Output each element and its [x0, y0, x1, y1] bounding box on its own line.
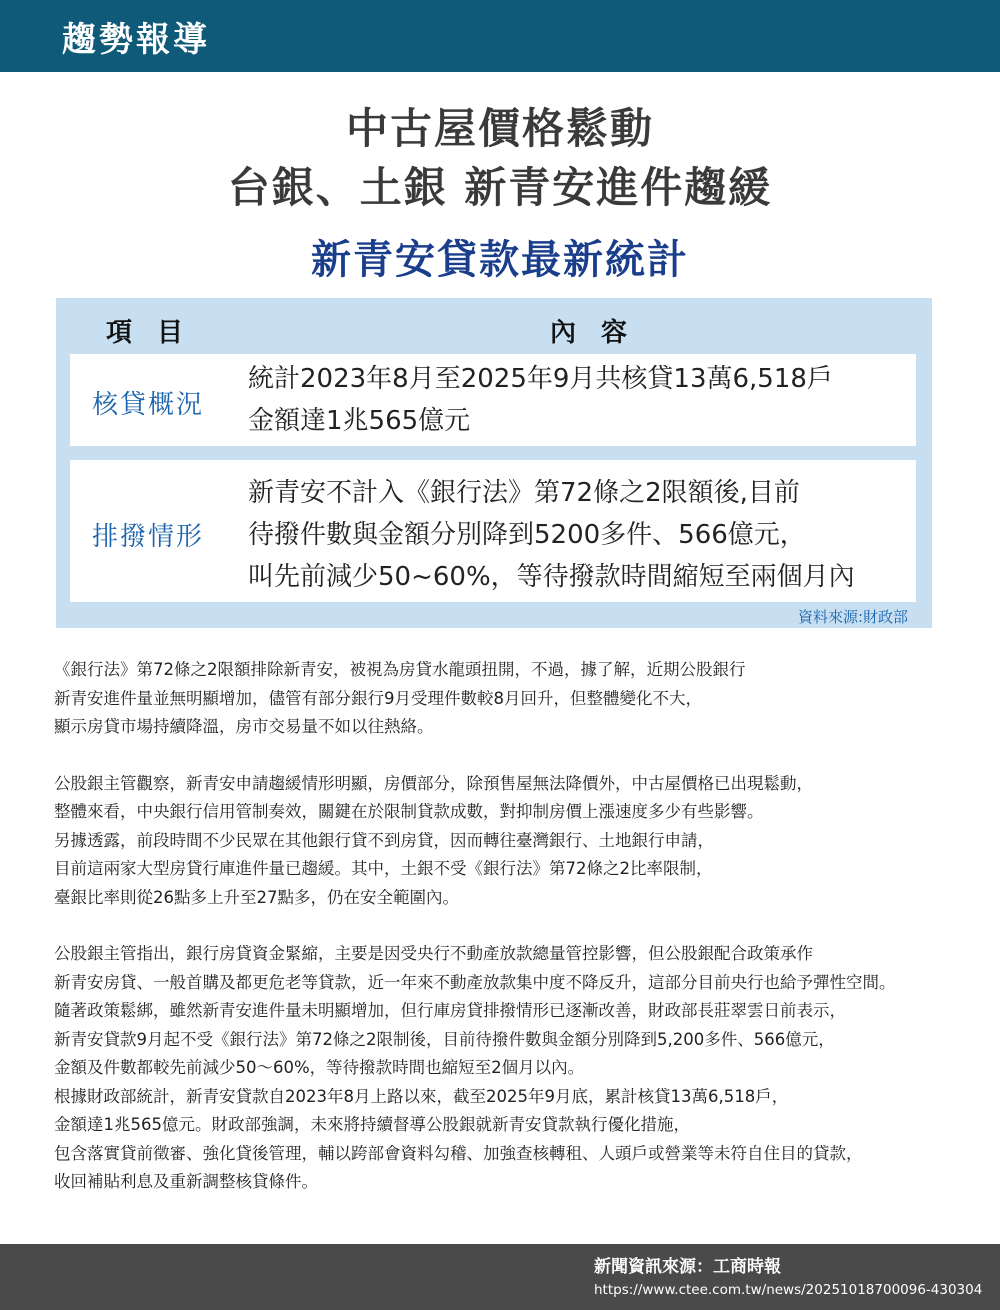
article-paragraph: 《銀行法》第72條之2限額排除新青安，被視為房貸水龍頭扭開，不過，據了解，近期公股銀行 新青安進件量並無明顯增加，儘管有部分銀行9月受理件數較8月回升，但整體變化不大， 顯示房貸市場持續降溫，房市交易量不如以往熱絡。	[54, 660, 746, 736]
headline-line2: 台銀、土銀 新青安進件趨緩	[227, 163, 773, 212]
stats-table	[56, 298, 932, 628]
row-key: 核貸概況	[92, 390, 205, 420]
table-row	[70, 354, 916, 446]
footer-bar	[0, 1244, 1000, 1310]
row-value: 新青安不計入《銀行法》第72條之2限額後,目前 待撥件數與金額分別降到5200多件、566億元， 叫先前減少50~60%，等待撥款時間縮短至兩個月內	[248, 478, 855, 592]
news-source-label: 新聞資訊來源：工商時報	[594, 1257, 781, 1277]
table-title: 新青安貸款最新統計	[311, 237, 689, 283]
row-value: 統計2023年8月至2025年9月共核貸13萬6,518戶 金額達1兆565億元	[248, 364, 833, 436]
column-header-item: 項 目	[106, 318, 192, 348]
article-paragraph: 公股銀主管指出，銀行房貸資金緊縮，主要是因受央行不動產放款總量管控影響，但公股銀配合政策承作 新青安房貸、一般首購及都更危老等貸款，近一年來不動產放款集中度不降反升，這部分目前央行也給予彈性空間。 隨著政策鬆綁，雖然新青安進件量未明顯增加，但行庫房貸排撥情形已逐漸改善，財政部長莊翠雲日前表示， 新青安貸款9月起不受《銀行法》第72條之2限制後，目前待撥件數與金額分別降到5,200多件、566億元， 金額及件數都較先前減少50～60%，等待撥款時間也縮短至2個月以內。 根據財政部統計，新青安貸款自2023年8月上路以來，截至2025年9月底，累計核貸13萬6,518戶， 金額達1兆565億元。財政部強調，未來將持續督導公股銀就新青安貸款執行優化措施， 包含落實貸前徵審、強化貸後管理，輔以跨部會資料勾稽、加強查核轉租、人頭戶或營業等未符自住目的貸款， 收回補貼利息及重新調整核貸條件。	[54, 944, 896, 1191]
source-url[interactable]: https://www.ctee.com.tw/news/20251018700096-430304	[594, 1282, 983, 1298]
article-body	[54, 656, 994, 1225]
section-label: 趨勢報導	[62, 20, 210, 60]
data-source-note: 資料來源:財政部	[797, 608, 908, 626]
top-banner	[0, 0, 1000, 72]
table-row	[70, 460, 916, 602]
article-paragraph: 公股銀主管觀察，新青安申請趨緩情形明顯，房價部分，除預售屋無法降價外，中古屋價格已出現鬆動， 整體來看，中央銀行信用管制奏效，關鍵在於限制貸款成數，對抑制房價上漲速度多少有些影響。 另據透露，前段時間不少民眾在其他銀行貸不到房貸，因而轉往臺灣銀行、土地銀行申請， 目前這兩家大型房貸行庫進件量已趨緩。其中，土銀不受《銀行法》第72條之2比率限制， 臺銀比率則從26點多上升至27點多，仍在安全範圍內。	[54, 773, 813, 907]
row-key: 排撥情形	[92, 522, 205, 552]
headline-line1: 中古屋價格鬆動	[345, 104, 654, 153]
column-header-content: 內 容	[550, 318, 636, 348]
